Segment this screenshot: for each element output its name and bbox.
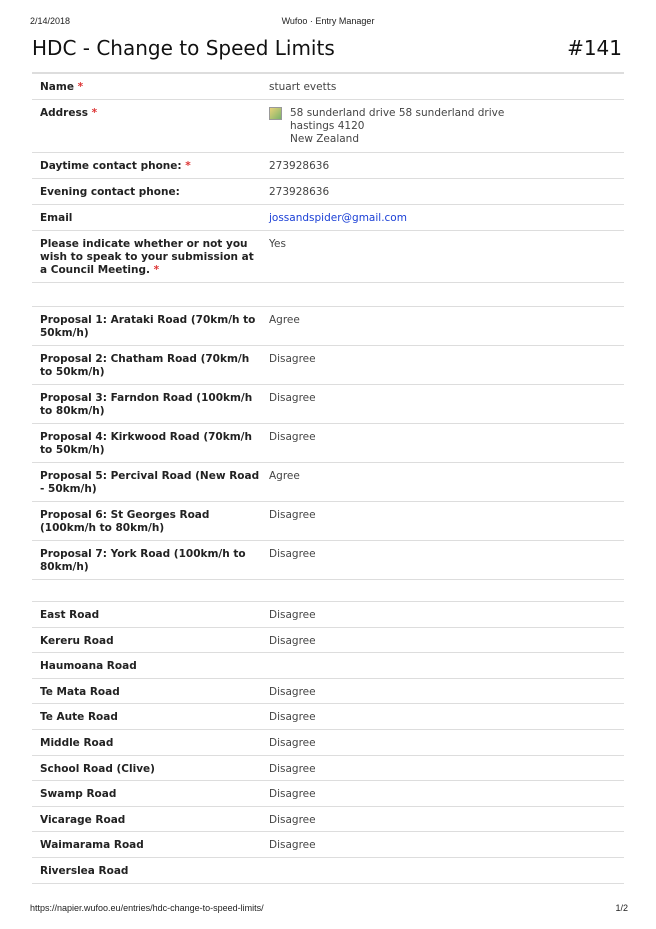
field-label: Kereru Road [40,634,114,647]
field-value: Agree [269,470,300,482]
field-label: Proposal 1: Arataki Road (70km/h to 50km/h) [40,314,256,339]
field-value: Disagree [269,353,316,365]
field-label: Please indicate whether or not you wish to speak to your submission at a Council Meeting. [40,238,254,276]
field-label: School Road (Clive) [40,762,155,775]
field-value: 273928636 [269,160,330,172]
field-label: Vicarage Road [40,813,126,826]
field-value: Disagree [269,634,316,647]
address-row [32,100,624,153]
field-label: Daytime contact phone: [40,160,182,172]
field-value: Disagree [269,839,316,852]
road-row [32,704,624,730]
field-value: Disagree [269,813,316,826]
required-mark: * [77,81,84,93]
field-value: Disagree [269,711,316,724]
road-row [32,679,624,705]
field-value: stuart evetts [269,81,337,93]
road-row [32,832,624,858]
proposal-row [32,385,624,424]
field-label: Proposal 5: Percival Road (New Road - 50km/h) [40,470,260,495]
footer-url: https://napier.wufoo.eu/entries/hdc-change-to-speed-limits/ [30,903,264,913]
field-label: Address [40,107,88,119]
road-row [32,602,624,628]
road-row [32,730,624,756]
road-row [32,858,624,884]
field-value: Disagree [269,788,316,801]
print-app-title: Wufoo · Entry Manager [281,16,375,26]
field-value: Agree [269,314,300,326]
daytime-phone-row [32,153,624,179]
address-line: 58 sunderland drive 58 sunderland drive [290,107,505,119]
map-icon[interactable] [269,107,282,120]
print-date: 2/14/2018 [30,16,71,26]
field-label: Te Aute Road [40,711,118,724]
proposal-row [32,541,624,580]
field-value: Disagree [269,431,316,443]
section-spacer [32,283,624,307]
field-label: Middle Road [40,736,114,749]
email-row [32,205,624,231]
field-label: Evening contact phone: [40,186,180,198]
field-label: Proposal 3: Farndon Road (100km/h to 80km/h) [40,392,253,417]
required-mark: * [153,264,160,276]
required-mark: * [185,160,191,172]
required-mark: * [91,107,98,119]
speak-row [32,231,624,283]
field-value: Disagree [269,392,316,404]
field-value: Disagree [269,509,316,521]
address-line: hastings 4120 [290,120,365,132]
field-label: East Road [40,609,100,621]
page-number: 1/2 [615,903,628,913]
field-value: Disagree [269,685,316,698]
field-value: Disagree [269,548,316,560]
proposal-row [32,346,624,385]
field-label: Proposal 7: York Road (100km/h to 80km/h) [40,548,246,573]
road-row [32,628,624,654]
field-value: 273928636 [269,186,330,198]
field-label: Riverslea Road [40,864,129,877]
section-spacer [32,580,624,602]
proposal-row [32,307,624,346]
entry-table [32,72,624,884]
proposal-row [32,502,624,541]
field-value: Disagree [269,762,316,775]
evening-phone-row [32,179,624,205]
proposal-row [32,424,624,463]
field-label: Proposal 4: Kirkwood Road (70km/h to 50km/h) [40,431,252,456]
field-label: Name [40,81,74,93]
field-label: Proposal 2: Chatham Road (70km/h to 50km/h) [40,353,250,378]
field-label: Haumoana Road [40,660,137,673]
road-row [32,653,624,679]
address-line: New Zealand [290,133,359,145]
field-label: Waimarama Road [40,839,144,852]
field-value: Yes [269,238,286,250]
road-row [32,756,624,782]
road-row [32,781,624,807]
field-value: Disagree [269,736,316,749]
field-label: Te Mata Road [40,685,120,698]
field-label: Email [40,212,73,224]
field-label: Swamp Road [40,788,117,801]
name-row [32,74,624,100]
email-link[interactable]: jossandspider@gmail.com [269,212,407,224]
field-label: Proposal 6: St Georges Road (100km/h to 80km/h) [40,509,210,534]
road-row [32,807,624,833]
entry-number: #141 [567,36,622,60]
page-title: HDC - Change to Speed Limits [32,36,335,60]
proposal-row [32,463,624,502]
field-value: Disagree [269,609,316,621]
